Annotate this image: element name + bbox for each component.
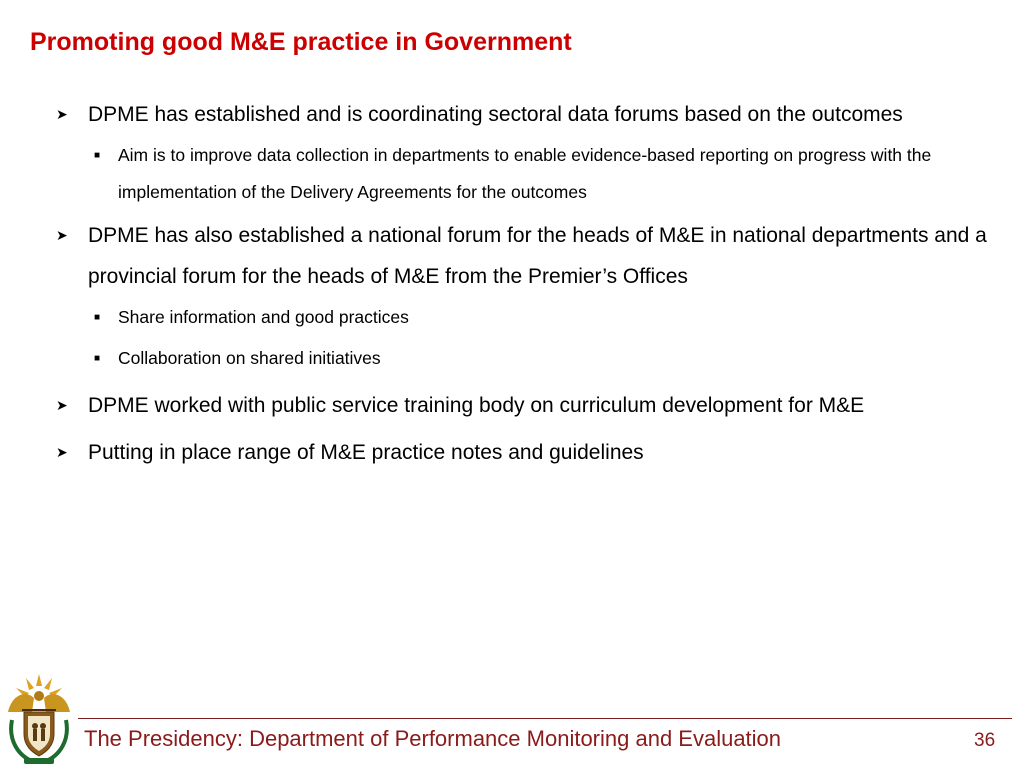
sub-bullet-item-2-2 xyxy=(56,340,996,377)
square-bullet-icon: ■ xyxy=(94,312,101,323)
sub-bullet-text: Aim is to improve data collection in departments to enable evidence-based reporting on progress with the implementation of the Delivery Agreements for the outcomes xyxy=(118,145,932,202)
square-bullet-icon: ■ xyxy=(94,150,101,161)
sub-bullet-item-1-1 xyxy=(56,137,996,211)
sub-bullet-item-2-1 xyxy=(56,299,996,336)
bullet-list xyxy=(56,94,996,475)
bullet-text: DPME worked with public service training body on curriculum development for M&E xyxy=(88,394,865,417)
slide-title: Promoting good M&E practice in Government xyxy=(30,28,572,56)
square-bullet-icon: ■ xyxy=(94,353,101,364)
arrowhead-bullet-icon: ➤ xyxy=(56,106,68,122)
bullet-text: DPME has also established a national forum for the heads of M&E in national departments and a provincial forum for the heads of M&E from the Premier’s Offices xyxy=(88,224,987,288)
bullet-item-3 xyxy=(56,385,996,426)
page-number: 36 xyxy=(974,730,996,751)
sub-bullet-text: Share information and good practices xyxy=(118,307,409,327)
bullet-text: Putting in place range of M&E practice notes and guidelines xyxy=(88,441,644,464)
arrowhead-bullet-icon: ➤ xyxy=(56,227,68,243)
footer-divider xyxy=(78,718,1012,719)
arrowhead-bullet-icon: ➤ xyxy=(56,397,68,413)
coat-of-arms-logo xyxy=(2,672,76,768)
arrowhead-bullet-icon: ➤ xyxy=(56,444,68,460)
bullet-item-1 xyxy=(56,94,996,135)
bullet-item-2 xyxy=(56,215,996,297)
bullet-item-4 xyxy=(56,432,996,473)
sub-bullet-text: Collaboration on shared initiatives xyxy=(118,348,381,368)
footer-organization: The Presidency: Department of Performance Monitoring and Evaluation xyxy=(84,726,782,751)
bullet-text: DPME has established and is coordinating sectoral data forums based on the outcomes xyxy=(88,103,903,126)
